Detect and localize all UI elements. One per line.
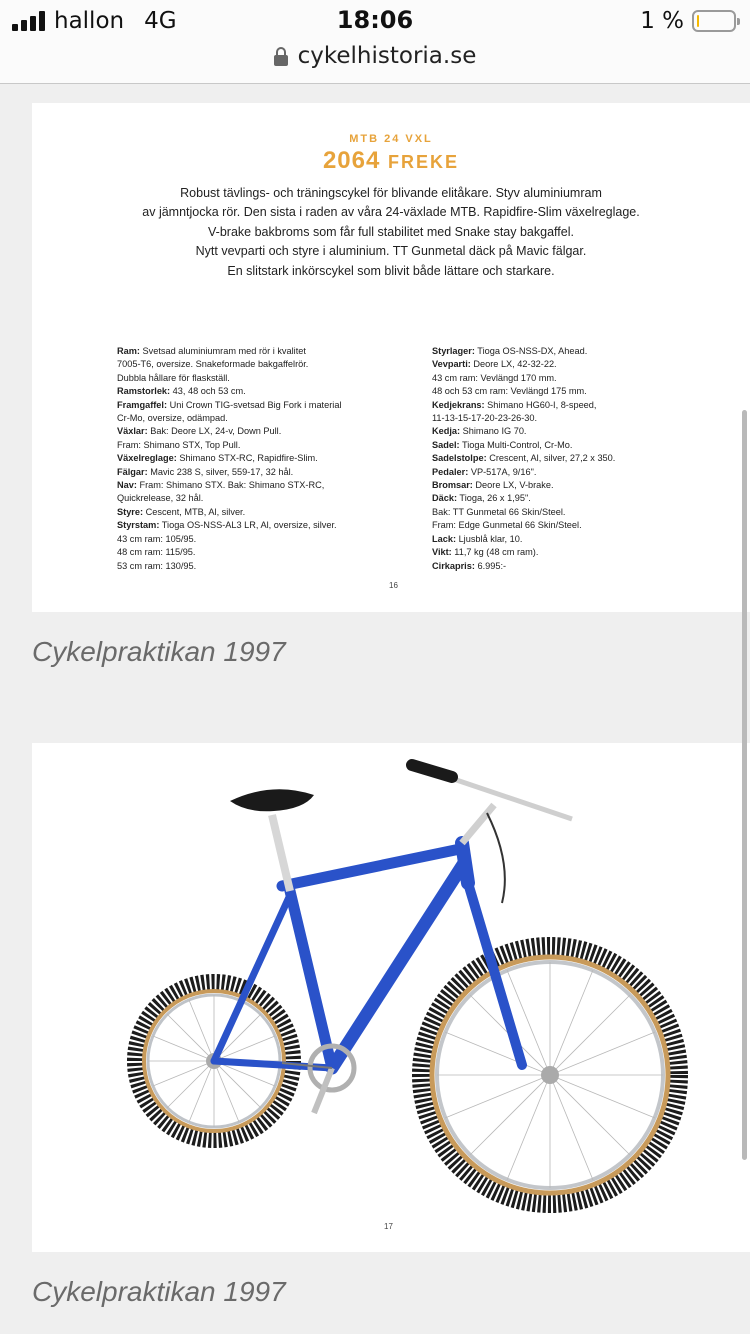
spec-label: Fälgar: — [117, 466, 148, 477]
url-domain[interactable]: cykelhistoria.se — [297, 43, 477, 69]
spec-line — [432, 412, 732, 425]
battery-percent: 1 % — [640, 8, 684, 34]
spec-value: Shimano HG60-I, 8-speed, — [484, 399, 597, 410]
spec-line — [117, 466, 377, 479]
spec-value: Mavic 238 S, silver, 559-17, 32 hål. — [147, 466, 294, 477]
stem — [462, 805, 494, 843]
spec-label: Sadel: — [432, 439, 460, 450]
spec-value: Uni Crown TIG-svetsad Big Fork i material — [167, 399, 342, 410]
spec-line — [432, 425, 732, 438]
spec-value: 48 och 53 cm ram: Vevlängd 175 mm. — [432, 386, 587, 397]
spec-value: Fram: Shimano STX, Top Pull. — [117, 439, 241, 450]
battery-level — [697, 15, 699, 27]
spec-line — [117, 345, 377, 358]
spec-label: Växlar: — [117, 426, 148, 437]
spec-line — [432, 492, 732, 505]
spec-value: Deore LX, 42-32-22. — [470, 359, 557, 370]
spec-label: Ramstorlek: — [117, 386, 171, 397]
spec-line — [117, 412, 377, 425]
description-line: av jämntjocka rör. Den sista i raden av våra 24-växlade MTB. Rapidfire-Slim växelreglage. — [142, 205, 640, 220]
model-subtitle: MTB 24 VXL — [349, 133, 433, 145]
spec-label: Framgaffel: — [117, 399, 168, 410]
page-number: 16 — [389, 581, 398, 590]
spec-label: Styre: — [117, 506, 144, 517]
spec-label: Ram: — [117, 346, 140, 356]
spec-value: Tioga OS-NSS-AL3 LR, Al, oversize, silver. — [159, 520, 337, 531]
spec-label: Vevparti: — [432, 359, 471, 370]
spec-value: 53 cm ram: 130/95. — [117, 560, 197, 571]
bike-frame — [214, 843, 522, 1068]
page-number: 17 — [384, 1222, 393, 1231]
spec-line — [117, 492, 377, 505]
spec-line — [117, 546, 377, 559]
spec-line — [117, 506, 377, 519]
spec-value: Deore LX, V-brake. — [472, 480, 554, 491]
spec-value: VP-517A, 9/16". — [468, 466, 537, 477]
spec-line — [432, 452, 732, 465]
spec-value: 6.995:- — [474, 560, 507, 571]
spec-value: Tioga OS-NSS-DX, Ahead. — [474, 346, 588, 356]
spec-value: Fram: Edge Gunmetal 66 Skin/Steel. — [432, 520, 582, 531]
spec-line — [432, 546, 732, 559]
spec-value: Bak: TT Gunmetal 66 Skin/Steel. — [432, 506, 566, 517]
spec-line — [432, 506, 732, 519]
spec-label: Pedaler: — [432, 466, 469, 477]
spec-value: Cr-Mo, oversize, odämpad. — [117, 413, 228, 424]
spec-line — [432, 479, 732, 492]
spec-line — [117, 519, 377, 532]
spec-line — [432, 519, 732, 532]
specs-right-column — [432, 345, 732, 573]
spec-line — [432, 439, 732, 452]
spec-value: Bak: Deore LX, 24-v, Down Pull. — [147, 426, 282, 437]
description-line: En slitstark inkörscykel som blivit både lättare och starkare. — [227, 263, 555, 278]
spec-label: Vikt: — [432, 547, 452, 558]
spec-label: Nav: — [117, 480, 137, 491]
spec-value: 43 cm ram: Vevlängd 170 mm. — [432, 372, 557, 383]
image-caption: Cykelpraktikan 1997 — [32, 636, 286, 667]
spec-line — [117, 452, 377, 465]
spec-line — [117, 358, 377, 371]
spec-line — [117, 439, 377, 452]
browser-top-bar — [0, 0, 750, 84]
lock-icon — [274, 47, 288, 66]
spec-label: Växelreglage: — [117, 453, 177, 464]
catalog-page-specs — [32, 103, 750, 612]
spec-line — [432, 372, 732, 385]
spec-value: 11-13-15-17-20-23-26-30. — [432, 413, 538, 424]
carrier-name: hallon — [54, 8, 125, 34]
spec-value: 11,7 kg (48 cm ram). — [451, 547, 539, 558]
spec-value: 43 cm ram: 105/95. — [117, 533, 197, 544]
url-bar[interactable] — [0, 40, 750, 72]
bicycle-photo — [32, 743, 750, 1252]
spec-line — [432, 560, 732, 573]
spec-line — [117, 399, 377, 412]
spec-line — [432, 466, 732, 479]
spec-label: Kedja: — [432, 426, 461, 437]
battery-icon — [692, 10, 736, 32]
spec-label: Cirkapris: — [432, 560, 475, 571]
spec-line — [117, 560, 377, 573]
spec-value: Shimano IG 70. — [460, 426, 527, 437]
spec-line — [117, 372, 377, 385]
description-line: V-brake bakbroms som får full stabilitet med Snake stay bakgaffel. — [208, 224, 574, 239]
spec-label: Däck: — [432, 493, 458, 504]
handlebar-grip — [412, 765, 452, 777]
model-name: FREKE — [388, 152, 460, 172]
model-number: 2064 — [322, 147, 381, 174]
spec-value: 7005-T6, oversize. Snakeformade bakgaffelrör. — [117, 359, 309, 370]
spec-value: Quickrelease, 32 hål. — [117, 493, 204, 504]
model-title — [32, 147, 750, 175]
spec-value: Fram: Shimano STX. Bak: Shimano STX-RC, — [136, 480, 325, 491]
spec-value: Shimano STX-RC, Rapidfire-Slim. — [176, 453, 318, 464]
description-line: Robust tävlings- och träningscykel för blivande elitåkare. Styv aluminiumram — [180, 186, 602, 200]
spec-label: Sadelstolpe: — [432, 453, 487, 464]
network-type: 4G — [144, 8, 177, 34]
spec-value: Svetsad aluminiumram med rör i kvalitet — [139, 346, 306, 356]
model-description — [92, 184, 690, 281]
saddle — [230, 789, 314, 811]
spec-line — [432, 358, 732, 371]
spec-label: Kedjekrans: — [432, 399, 485, 410]
spec-line — [432, 385, 732, 398]
spec-line — [117, 425, 377, 438]
spec-label: Styrlager: — [432, 346, 475, 356]
spec-label: Styrstam: — [117, 520, 160, 531]
spec-value: Tioga Multi-Control, Cr-Mo. — [459, 439, 573, 450]
description-line: Nytt vevparti och styre i aluminium. TT Gunmetal däck på Mavic fälgar. — [195, 244, 587, 259]
scrollbar[interactable] — [742, 410, 747, 1160]
spec-line — [117, 533, 377, 546]
status-right — [640, 7, 736, 35]
spec-label: Bromsar: — [432, 480, 473, 491]
spec-value: 43, 48 och 53 cm. — [170, 386, 246, 397]
specs-left-column — [117, 345, 377, 573]
status-time: 18:06 — [336, 6, 414, 34]
spec-value: Dubbla hållare för flaskställ. — [117, 372, 230, 383]
catalog-page-photo — [32, 743, 750, 1252]
spec-line — [432, 399, 732, 412]
spec-value: 48 cm ram: 115/95. — [117, 547, 196, 558]
spec-line — [117, 479, 377, 492]
spec-value: Crescent, Al, silver, 27,2 x 350. — [486, 453, 616, 464]
spec-value: Ljusblå klar, 10. — [456, 533, 523, 544]
spec-label: Lack: — [432, 533, 457, 544]
seatpost — [272, 815, 290, 891]
image-caption: Cykelpraktikan 1997 — [32, 1276, 286, 1307]
spec-line — [432, 345, 732, 358]
spec-value: Tioga, 26 x 1,95". — [457, 493, 531, 504]
spec-line — [117, 385, 377, 398]
front-wheel — [422, 947, 678, 1203]
spec-value: Cescent, MTB, Al, silver. — [143, 506, 246, 517]
spec-line — [432, 533, 732, 546]
